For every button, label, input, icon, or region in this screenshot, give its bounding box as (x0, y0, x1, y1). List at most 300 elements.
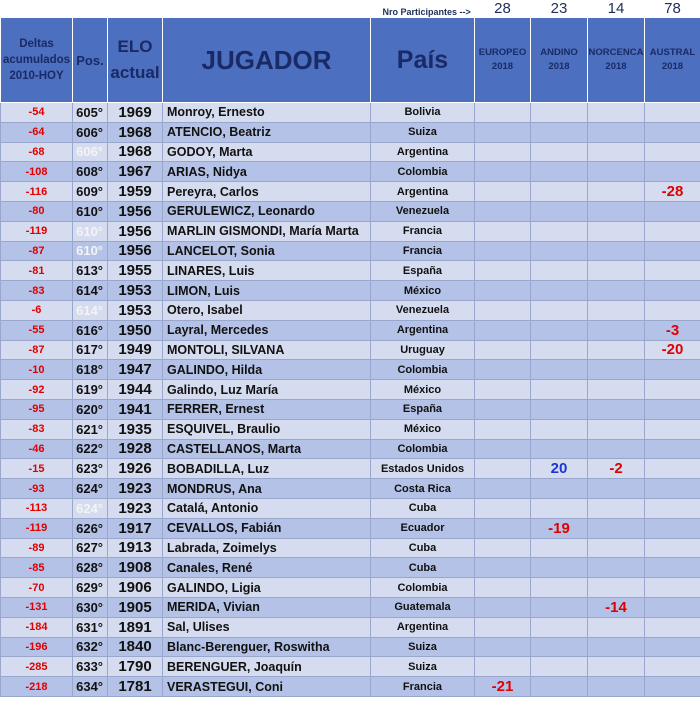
player-name-cell: MONDRUS, Ana (163, 479, 371, 499)
player-name-cell: BERENGUER, Joaquín (163, 657, 371, 677)
event-delta-norcenca (588, 261, 645, 281)
country-cell: Venezuela (371, 300, 475, 320)
player-name-cell: GERULEWICZ, Leonardo (163, 201, 371, 221)
event-delta-norcenca: -14 (588, 597, 645, 617)
elo-cell: 1953 (108, 300, 163, 320)
event-delta-norcenca (588, 221, 645, 241)
participant-count-andino: 23 (531, 0, 588, 18)
event-delta-austral (645, 360, 700, 380)
player-name-cell: BOBADILLA, Luz (163, 459, 371, 479)
event-delta-norcenca (588, 103, 645, 123)
country-cell: Guatemala (371, 597, 475, 617)
player-name-cell: GALINDO, Ligia (163, 578, 371, 598)
delta-cell: -80 (1, 201, 73, 221)
event-delta-austral (645, 122, 700, 142)
table-body (1, 103, 700, 697)
delta-cell: -64 (1, 122, 73, 142)
event-delta-europeo (475, 578, 531, 598)
country-cell: Argentina (371, 182, 475, 202)
player-name-cell: Blanc-Berenguer, Roswitha (163, 637, 371, 657)
country-cell: Argentina (371, 617, 475, 637)
table-row (1, 479, 700, 499)
event-delta-austral (645, 558, 700, 578)
event-delta-andino (531, 479, 588, 499)
event-delta-europeo (475, 122, 531, 142)
event-delta-norcenca: -2 (588, 459, 645, 479)
event-delta-europeo (475, 498, 531, 518)
player-name-cell: CEVALLOS, Fabián (163, 518, 371, 538)
event-delta-austral (645, 221, 700, 241)
position-cell: 610° (73, 241, 108, 261)
event-delta-austral (645, 103, 700, 123)
event-delta-norcenca (588, 657, 645, 677)
elo-cell: 1840 (108, 637, 163, 657)
table-row (1, 142, 700, 162)
country-cell: Bolivia (371, 103, 475, 123)
elo-cell: 1908 (108, 558, 163, 578)
delta-cell: -119 (1, 518, 73, 538)
event-delta-andino (531, 320, 588, 340)
elo-cell: 1906 (108, 578, 163, 598)
event-delta-europeo (475, 221, 531, 241)
player-name-cell: LIMON, Luis (163, 281, 371, 301)
player-name-cell: Otero, Isabel (163, 300, 371, 320)
event-delta-norcenca (588, 439, 645, 459)
elo-cell: 1941 (108, 399, 163, 419)
player-name-cell: MONTOLI, SILVANA (163, 340, 371, 360)
table-row (1, 162, 700, 182)
event-delta-norcenca (588, 558, 645, 578)
elo-cell: 1917 (108, 518, 163, 538)
event-delta-europeo (475, 340, 531, 360)
table-row (1, 419, 700, 439)
event-delta-europeo (475, 538, 531, 558)
country-cell: Ecuador (371, 518, 475, 538)
table-row (1, 399, 700, 419)
player-name-cell: Sal, Ulises (163, 617, 371, 637)
event-delta-andino (531, 419, 588, 439)
event-delta-europeo (475, 103, 531, 123)
event-delta-europeo (475, 300, 531, 320)
event-delta-andino (531, 558, 588, 578)
event-delta-andino (531, 657, 588, 677)
delta-cell: -81 (1, 261, 73, 281)
position-cell: 622° (73, 439, 108, 459)
event-delta-austral (645, 439, 700, 459)
event-delta-europeo (475, 459, 531, 479)
elo-cell: 1955 (108, 261, 163, 281)
country-cell: Colombia (371, 360, 475, 380)
player-name-cell: MERIDA, Vivian (163, 597, 371, 617)
header-event-norcenca: NORCENCA 2018 (588, 18, 645, 103)
event-delta-norcenca (588, 498, 645, 518)
participants-row (1, 0, 700, 18)
delta-cell: -92 (1, 380, 73, 400)
table-row (1, 637, 700, 657)
elo-cell: 1947 (108, 360, 163, 380)
player-name-cell: GALINDO, Hilda (163, 360, 371, 380)
elo-cell: 1923 (108, 498, 163, 518)
player-name-cell: Monroy, Ernesto (163, 103, 371, 123)
event-delta-andino (531, 241, 588, 261)
table-row (1, 122, 700, 142)
event-delta-europeo (475, 380, 531, 400)
event-delta-andino (531, 380, 588, 400)
event-delta-andino (531, 399, 588, 419)
event-delta-norcenca (588, 182, 645, 202)
event-delta-andino (531, 617, 588, 637)
event-delta-austral (645, 578, 700, 598)
country-cell: Suiza (371, 637, 475, 657)
event-delta-andino (531, 637, 588, 657)
header-pos: Pos. (73, 18, 108, 103)
country-cell: Argentina (371, 142, 475, 162)
table-row (1, 360, 700, 380)
event-delta-norcenca (588, 380, 645, 400)
player-name-cell: GODOY, Marta (163, 142, 371, 162)
position-cell: 609° (73, 182, 108, 202)
position-cell: 623° (73, 459, 108, 479)
player-name-cell: Pereyra, Carlos (163, 182, 371, 202)
table-row (1, 439, 700, 459)
table-row (1, 677, 700, 697)
position-cell: 630° (73, 597, 108, 617)
delta-cell: -46 (1, 439, 73, 459)
delta-cell: -116 (1, 182, 73, 202)
table-row (1, 459, 700, 479)
event-delta-europeo (475, 360, 531, 380)
country-cell: Estados Unidos (371, 459, 475, 479)
country-cell: Francia (371, 221, 475, 241)
delta-cell: -93 (1, 479, 73, 499)
position-cell: 624° (73, 479, 108, 499)
event-delta-norcenca (588, 399, 645, 419)
delta-cell: -87 (1, 241, 73, 261)
event-delta-austral (645, 380, 700, 400)
event-delta-andino (531, 142, 588, 162)
player-name-cell: LINARES, Luis (163, 261, 371, 281)
table-row (1, 380, 700, 400)
event-delta-andino (531, 677, 588, 697)
table-row (1, 578, 700, 598)
event-delta-austral (645, 657, 700, 677)
country-cell: Colombia (371, 439, 475, 459)
country-cell: México (371, 419, 475, 439)
header-elo: ELO actual (108, 18, 163, 103)
event-delta-austral (645, 281, 700, 301)
event-delta-andino (531, 300, 588, 320)
event-delta-europeo (475, 558, 531, 578)
delta-cell: -108 (1, 162, 73, 182)
player-name-cell: ARIAS, Nidya (163, 162, 371, 182)
country-cell: Venezuela (371, 201, 475, 221)
event-delta-austral (645, 518, 700, 538)
event-delta-norcenca (588, 122, 645, 142)
country-cell: México (371, 281, 475, 301)
event-delta-norcenca (588, 419, 645, 439)
country-cell: Costa Rica (371, 479, 475, 499)
country-cell: Cuba (371, 498, 475, 518)
country-cell: Colombia (371, 578, 475, 598)
table-row (1, 182, 700, 202)
event-delta-austral (645, 597, 700, 617)
player-name-cell: Layral, Mercedes (163, 320, 371, 340)
delta-cell: -87 (1, 340, 73, 360)
position-cell: 614° (73, 300, 108, 320)
country-cell: Colombia (371, 162, 475, 182)
event-delta-europeo (475, 637, 531, 657)
elo-cell: 1956 (108, 201, 163, 221)
event-delta-andino (531, 439, 588, 459)
position-cell: 628° (73, 558, 108, 578)
position-cell: 618° (73, 360, 108, 380)
delta-cell: -15 (1, 459, 73, 479)
player-name-cell: Galindo, Luz María (163, 380, 371, 400)
country-cell: Suiza (371, 122, 475, 142)
header-delta: Deltas acumulados 2010-HOY (1, 18, 73, 103)
participants-label: Nro Participantes --> (371, 0, 475, 18)
table-row (1, 597, 700, 617)
player-name-cell: LANCELOT, Sonia (163, 241, 371, 261)
delta-cell: -83 (1, 281, 73, 301)
event-delta-europeo (475, 439, 531, 459)
event-delta-andino (531, 360, 588, 380)
event-delta-europeo (475, 419, 531, 439)
header-event-austral: AUSTRAL 2018 (645, 18, 700, 103)
event-delta-andino (531, 261, 588, 281)
event-delta-andino (531, 162, 588, 182)
table-row (1, 281, 700, 301)
header-pais: País (371, 18, 475, 103)
header-event-andino: ANDINO 2018 (531, 18, 588, 103)
position-cell: 606° (73, 142, 108, 162)
header-row (1, 18, 700, 103)
event-delta-norcenca (588, 518, 645, 538)
elo-cell: 1926 (108, 459, 163, 479)
event-delta-norcenca (588, 538, 645, 558)
position-cell: 626° (73, 518, 108, 538)
elo-cell: 1781 (108, 677, 163, 697)
header-event-europeo: EUROPEO 2018 (475, 18, 531, 103)
delta-cell: -95 (1, 399, 73, 419)
event-delta-andino (531, 103, 588, 123)
position-cell: 617° (73, 340, 108, 360)
elo-cell: 1953 (108, 281, 163, 301)
country-cell: Argentina (371, 320, 475, 340)
event-delta-austral (645, 201, 700, 221)
position-cell: 634° (73, 677, 108, 697)
elo-cell: 1949 (108, 340, 163, 360)
event-delta-andino (531, 597, 588, 617)
player-name-cell: Labrada, Zoimelys (163, 538, 371, 558)
table-row (1, 657, 700, 677)
delta-cell: -70 (1, 578, 73, 598)
position-cell: 624° (73, 498, 108, 518)
event-delta-europeo (475, 320, 531, 340)
elo-cell: 1956 (108, 221, 163, 241)
event-delta-austral (645, 479, 700, 499)
event-delta-norcenca (588, 578, 645, 598)
event-delta-austral (645, 300, 700, 320)
delta-cell: -89 (1, 538, 73, 558)
event-delta-andino: -19 (531, 518, 588, 538)
delta-cell: -83 (1, 419, 73, 439)
table-row (1, 241, 700, 261)
elo-cell: 1944 (108, 380, 163, 400)
event-delta-austral (645, 142, 700, 162)
table-row (1, 221, 700, 241)
event-delta-europeo (475, 142, 531, 162)
event-delta-europeo (475, 518, 531, 538)
player-name-cell: FERRER, Ernest (163, 399, 371, 419)
position-cell: 606° (73, 122, 108, 142)
event-delta-austral (645, 498, 700, 518)
position-cell: 614° (73, 281, 108, 301)
table-row (1, 538, 700, 558)
event-delta-norcenca (588, 162, 645, 182)
table-row (1, 558, 700, 578)
position-cell: 631° (73, 617, 108, 637)
position-cell: 608° (73, 162, 108, 182)
header-jugador: JUGADOR (163, 18, 371, 103)
country-cell: España (371, 261, 475, 281)
table-row (1, 300, 700, 320)
event-delta-andino (531, 340, 588, 360)
delta-cell: -55 (1, 320, 73, 340)
event-delta-norcenca (588, 281, 645, 301)
delta-cell: -218 (1, 677, 73, 697)
event-delta-andino (531, 221, 588, 241)
event-delta-norcenca (588, 479, 645, 499)
event-delta-austral (645, 399, 700, 419)
position-cell: 613° (73, 261, 108, 281)
event-delta-europeo (475, 399, 531, 419)
event-delta-europeo (475, 162, 531, 182)
delta-cell: -119 (1, 221, 73, 241)
position-cell: 605° (73, 103, 108, 123)
event-delta-europeo (475, 281, 531, 301)
table-row (1, 518, 700, 538)
table-row (1, 617, 700, 637)
player-name-cell: MARLIN GISMONDI, María Marta (163, 221, 371, 241)
event-delta-austral (645, 261, 700, 281)
event-delta-austral (645, 459, 700, 479)
event-delta-austral (645, 617, 700, 637)
elo-cell: 1968 (108, 122, 163, 142)
country-cell: Cuba (371, 538, 475, 558)
event-delta-norcenca (588, 142, 645, 162)
elo-cell: 1959 (108, 182, 163, 202)
elo-cell: 1923 (108, 479, 163, 499)
elo-cell: 1968 (108, 142, 163, 162)
country-cell: México (371, 380, 475, 400)
delta-cell: -85 (1, 558, 73, 578)
table-row (1, 340, 700, 360)
country-cell: Uruguay (371, 340, 475, 360)
event-delta-norcenca (588, 320, 645, 340)
player-name-cell: VERASTEGUI, Coni (163, 677, 371, 697)
elo-cell: 1956 (108, 241, 163, 261)
position-cell: 632° (73, 637, 108, 657)
event-delta-austral (645, 677, 700, 697)
event-delta-norcenca (588, 340, 645, 360)
table-row (1, 498, 700, 518)
table-row (1, 320, 700, 340)
position-cell: 610° (73, 221, 108, 241)
country-cell: Francia (371, 241, 475, 261)
event-delta-austral (645, 241, 700, 261)
table-row (1, 261, 700, 281)
player-name-cell: ATENCIO, Beatriz (163, 122, 371, 142)
delta-cell: -113 (1, 498, 73, 518)
elo-cell: 1891 (108, 617, 163, 637)
delta-cell: -131 (1, 597, 73, 617)
elo-cell: 1913 (108, 538, 163, 558)
position-cell: 616° (73, 320, 108, 340)
participant-count-norcenca: 14 (588, 0, 645, 18)
event-delta-norcenca (588, 241, 645, 261)
elo-cell: 1950 (108, 320, 163, 340)
event-delta-andino (531, 182, 588, 202)
event-delta-norcenca (588, 360, 645, 380)
position-cell: 633° (73, 657, 108, 677)
delta-cell: -196 (1, 637, 73, 657)
elo-cell: 1967 (108, 162, 163, 182)
table-row (1, 201, 700, 221)
event-delta-europeo (475, 617, 531, 637)
event-delta-andino (531, 498, 588, 518)
event-delta-austral: -20 (645, 340, 700, 360)
position-cell: 629° (73, 578, 108, 598)
participant-count-europeo: 28 (475, 0, 531, 18)
event-delta-europeo (475, 657, 531, 677)
player-name-cell: Canales, René (163, 558, 371, 578)
position-cell: 627° (73, 538, 108, 558)
event-delta-andino (531, 538, 588, 558)
event-delta-europeo (475, 597, 531, 617)
position-cell: 620° (73, 399, 108, 419)
delta-cell: -285 (1, 657, 73, 677)
elo-cell: 1790 (108, 657, 163, 677)
event-delta-austral: -3 (645, 320, 700, 340)
event-delta-austral (645, 162, 700, 182)
event-delta-europeo (475, 241, 531, 261)
country-cell: España (371, 399, 475, 419)
delta-cell: -68 (1, 142, 73, 162)
event-delta-austral: -28 (645, 182, 700, 202)
event-delta-austral (645, 637, 700, 657)
event-delta-norcenca (588, 300, 645, 320)
event-delta-andino: 20 (531, 459, 588, 479)
event-delta-andino (531, 201, 588, 221)
event-delta-europeo (475, 261, 531, 281)
table-row (1, 103, 700, 123)
event-delta-norcenca (588, 637, 645, 657)
event-delta-andino (531, 281, 588, 301)
country-cell: Cuba (371, 558, 475, 578)
player-name-cell: ESQUIVEL, Braulio (163, 419, 371, 439)
delta-cell: -10 (1, 360, 73, 380)
country-cell: Francia (371, 677, 475, 697)
event-delta-europeo (475, 201, 531, 221)
position-cell: 610° (73, 201, 108, 221)
event-delta-norcenca (588, 201, 645, 221)
elo-cell: 1905 (108, 597, 163, 617)
position-cell: 619° (73, 380, 108, 400)
event-delta-europeo (475, 479, 531, 499)
event-delta-andino (531, 578, 588, 598)
elo-cell: 1935 (108, 419, 163, 439)
